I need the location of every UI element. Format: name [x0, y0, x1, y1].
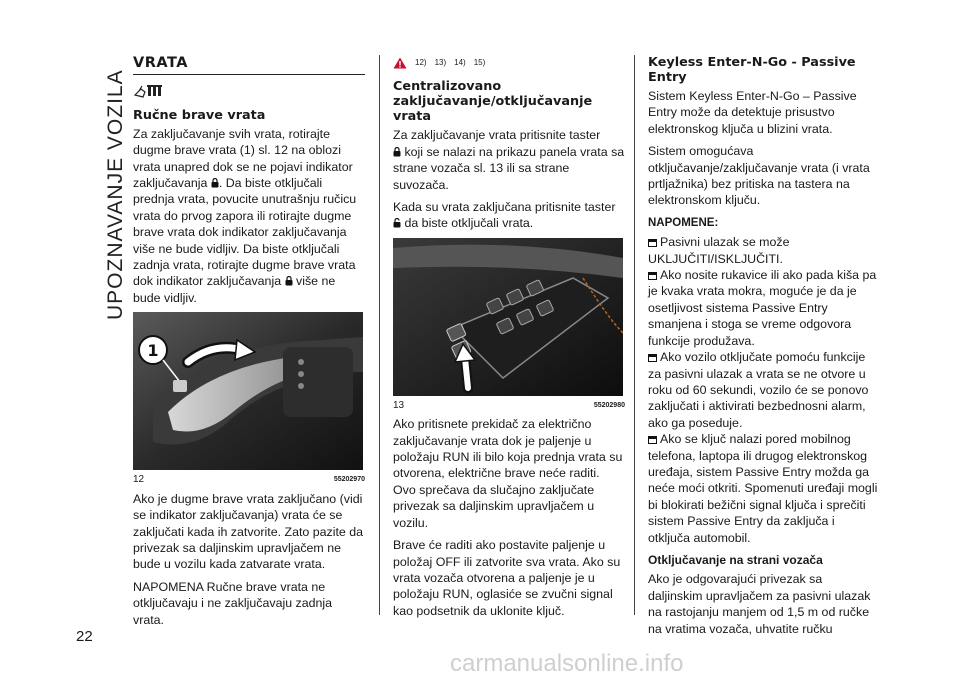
- note-item: Pasivni ulazak se može UKLJUČITI/ISKLJUČITI.: [648, 235, 790, 266]
- lock-icon: [211, 178, 219, 188]
- lock-info-paragraph: Ako je dugme brave vrata zaključano (vidi se indikator zaključavanja) vrata će se zaključati kada ih zatvorite. Zato pazite da privezak sa daljinskim upravljačem ne bude u vozilu kada zatvarate vrata.: [133, 491, 364, 572]
- central-locking-paragraph-2: Kada su vrata zaključana pritisnite taster da biste otključali vrata.: [393, 200, 616, 231]
- manual-reference-icon: [133, 83, 365, 103]
- warning-ref: 13): [434, 58, 447, 67]
- keyless-paragraph-1: Sistem Keyless Enter-N-Go – Passive Entry može da detektuje prisustvo elektronskog ključa u blizini vrata.: [648, 89, 857, 136]
- warning-ref: 12): [415, 58, 427, 67]
- side-chapter-title: UPOZNAVANJE VOZILA: [104, 69, 127, 320]
- locks-operation-paragraph: Brave će raditi ako postavite paljenje u položaj OFF ili zatvorite sva vrata. Ako su vrata vozača otvorena a paljenje je u položaju RUN, oglasiće se zvučni signal kao podsetnik da uklonite ključ.: [393, 538, 621, 618]
- note-item: Ako vozilo otključate pomoću funkcije za pasivni ulazak a vrata se ne otvore u roku od 60 sekundi, vozilo će se ponovo zaključati i aktivirati bezbednosni alarm, ako ga poseduje.: [648, 350, 869, 430]
- note-item: Ako nosite rukavice ili ako pada kiša pa je kvaka vrata mokra, moguće je da je osetljivost sistema Passive Entry smanjena i stoga se vreme odgovora funkcije produžava.: [648, 268, 877, 348]
- warning-references: [393, 55, 625, 71]
- manual-locks-heading: Ručne brave vrata: [133, 107, 266, 123]
- keyless-heading: Keyless Enter-N-Go - Passive Entry: [648, 55, 856, 85]
- figure-caption: [133, 472, 365, 488]
- note-item: Ako se ključ nalazi pored mobilnog telefona, laptopa ili drugog elektronskog uređaja, sistem Passive Entry možda ga neće moći otkriti. Spomenuti uređaji mogli bi blokirati bežični signal ključa i sprečiti sistem Passive Entry da zaključa i otključa automobil.: [648, 432, 878, 545]
- unlock-icon: [393, 218, 401, 228]
- watermark: carmanualsonline.info: [450, 650, 684, 677]
- figure-caption: [393, 398, 625, 414]
- figure-number: 12: [133, 474, 145, 486]
- notes-label: NAPOMENE:: [648, 216, 719, 229]
- column-separator: [634, 55, 635, 615]
- figure-door-switch-panel: [393, 238, 623, 396]
- figure-callout-label: 1: [147, 341, 159, 361]
- note-bullet-icon: [648, 354, 657, 362]
- column-middle: [393, 55, 625, 625]
- column-separator: [379, 55, 380, 615]
- figure-code: 55202970: [333, 476, 365, 484]
- keyless-paragraph-2: Sistem omogućava otključavanje/zaključavanje vrata (i vrata prtljažnika) bez pritiska na tastera na elektronskom ključu.: [648, 144, 870, 208]
- manual-locks-paragraph: Za zaključavanje svih vrata, rotirajte dugme brave vrata (1) sl. 12 na oblozi vrata unapred dok se ne pojavi indikator zaključavanja . Da biste otključali prednja vrata, povucite unutrašnju ručicu vrata do prvog zapora ili rotirajte dugme brave vrata dok indikator zaključavanja više ne bude vidljiv. Da biste otključali zadnja vrata, rotirajte dugme brave vrata dok indikator zaključavanja više ne bude vidljiv.: [133, 126, 357, 305]
- driver-unlock-subheading: Otključavanje na strani vozača: [648, 552, 823, 567]
- driver-unlock-paragraph: Ako je odgovarajući privezak sa daljinskim upravljačem za pasivni ulazak na rastojanju manjem od 1,5 m od ručke na vratima vozača, uhvatite ručku: [648, 572, 871, 636]
- note-paragraph: NAPOMENA Ručne brave vrata ne otključavaju i ne zaključavaju zadnja vrata.: [133, 579, 333, 627]
- lock-icon: [393, 147, 401, 157]
- page-number: 22: [76, 628, 93, 645]
- column-right: [648, 55, 880, 643]
- central-locking-paragraph-1: Za zaključavanje vrata pritisnite taster koji se nalazi na prikazu panela vrata sa strane vozača sl. 13 ili sa strane suvozača.: [393, 128, 625, 192]
- lock-icon: [285, 276, 293, 286]
- warning-ref: 14): [454, 58, 466, 67]
- note-bullet-icon: [648, 272, 657, 280]
- central-locking-heading: Centralizovano zaključavanje/otključavanje vrata: [393, 79, 593, 125]
- switch-info-paragraph: Ako pritisnete prekidač za električno zaključavanje vrata dok je paljenje u položaju RUN ili bilo koja prednja vrata su otvorena, električne brave neće raditi. Ovo sprečava da slučajno zaključate privezak sa daljinskim upravljačem u vozilu.: [393, 417, 623, 530]
- note-bullet-icon: [648, 436, 657, 444]
- section-title: VRATA: [133, 55, 365, 75]
- warning-icon: [393, 57, 407, 69]
- note-bullet-icon: [648, 239, 657, 247]
- figure-door-handle: [133, 312, 363, 470]
- figure-code: 55202980: [593, 401, 625, 409]
- column-left: [133, 55, 365, 634]
- warning-ref: 15): [473, 58, 486, 67]
- figure-number: 13: [393, 399, 405, 411]
